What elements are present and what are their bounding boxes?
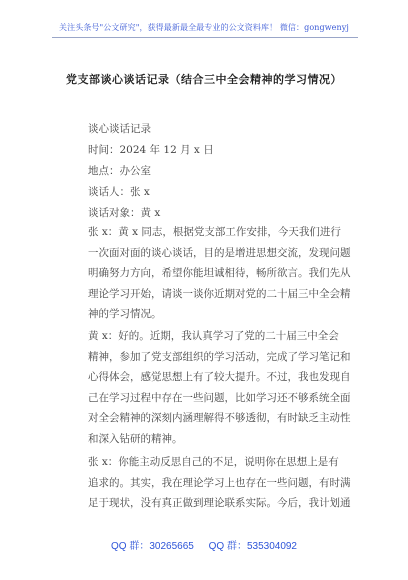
header-divider: [52, 37, 358, 38]
paragraph-line: 张 x：你能主动反思自己的不足，说明你在思想上是有: [88, 456, 339, 468]
document-title: 党支部谈心谈话记录（结合三中全会精神的学习情况）: [66, 73, 342, 86]
paragraph-line: 心得体会，感觉思想上有了较大提升。不过，我也发现自: [88, 371, 351, 383]
paragraph-1: [88, 222, 358, 325]
paragraph-line: 张 x：黄 x 同志，根据党支部工作安排，今天我们进行: [88, 226, 341, 238]
paragraph-line: 对全会精神的深刻内涵理解得不够透彻，有时缺乏主动性: [88, 412, 351, 424]
paragraph-line: 黄 x：好的。近期，我认真学习了党的二十届三中全会: [88, 330, 339, 342]
paragraph-line: 追求的。其实，我在理论学习上也存在一些问题，有时满: [88, 476, 351, 489]
qq-group-2: QQ 群：535304092: [208, 541, 297, 552]
paragraph-line: 和深入钻研的精神。: [88, 432, 183, 445]
footer-qq-groups: [0, 537, 408, 552]
paragraph-line: 己在学习过程中存在一些问题，比如学习还不够系统全面: [88, 391, 351, 404]
paragraph-line: 精神，参加了党支部组织的学习活动，完成了学习笔记和: [88, 350, 351, 363]
paragraph-line: 明确努力方向，希望你能坦诚相待，畅所欲言。我们先从: [88, 267, 351, 279]
paragraph-line: 足于现状，没有真正做到理论联系实际。今后，我计划通: [88, 497, 351, 509]
qq-group-1: QQ 群：30265665: [111, 541, 194, 552]
meeting-place: 地点：办公室: [88, 165, 151, 177]
paragraph-2: [88, 326, 358, 449]
speaker-name: 谈话人：张 x: [88, 186, 150, 198]
paragraph-line: 一次面对面的谈心谈话，目的是增进思想交流，发现问题: [88, 246, 351, 259]
conversation-target: 谈话对象：黄 x: [88, 207, 161, 219]
paragraph-line: 神的学习情况。: [88, 308, 162, 320]
header-promo-note: 关注头条号"公文研究"，获得最新最全最专业的公文资料库！ 微信：gongwenyj: [59, 23, 349, 32]
paragraph-3: [88, 452, 358, 514]
meeting-time: 时间：2024 年 12 月 x 日: [88, 144, 214, 156]
record-heading: 谈心谈话记录: [88, 123, 151, 135]
paragraph-line: 理论学习开始，请谈一谈你近期对党的二十届三中全会精: [88, 287, 351, 300]
